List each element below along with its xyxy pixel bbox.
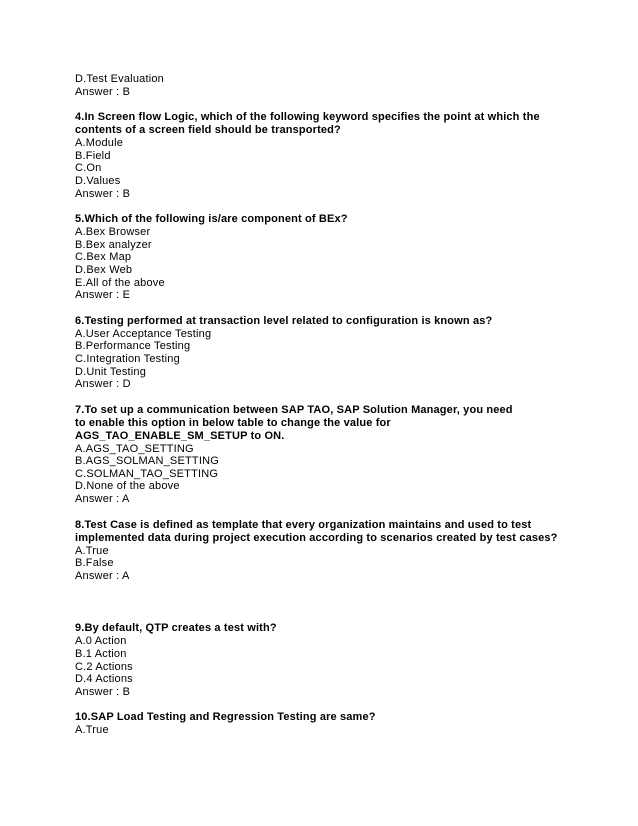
option-text: B.Bex analyzer [75,238,152,251]
option-text: A.0 Action [75,635,127,648]
question-text: 5.Which of the following is/are component of BEx? [75,213,348,226]
option-text: B.1 Action [75,648,127,661]
option-text: A.AGS_TAO_SETTING [75,442,194,455]
question-9 [75,622,575,698]
answer-text: Answer : E [75,289,131,302]
option-text: A.True [75,544,109,557]
option-text: D.4 Actions [75,673,133,686]
answer-text: Answer : B [75,685,131,698]
question-text: 7.To set up a communication between SAP TAO, SAP Solution Manager, you need to enable this option in below table to change the value for AGS_TAO_ENABLE_SM_SETUP to ON. [75,403,516,442]
question-7 [75,404,575,506]
question-6 [75,315,575,391]
question-text: 6.Testing performed at transaction level related to configuration is known as? [75,314,493,327]
question-10 [75,711,575,737]
question-5 [75,213,575,302]
option-text: C.Integration Testing [75,352,180,365]
option-text: C.2 Actions [75,660,133,673]
option-text: C.Bex Map [75,251,132,264]
answer-text: Answer : B [75,85,131,98]
answer-text: Answer : A [75,493,130,506]
option-text: D.Test Evaluation [75,73,164,85]
option-text: A.Bex Browser [75,226,151,239]
option-text: B.False [75,557,114,570]
option-text: C.SOLMAN_TAO_SETTING [75,467,219,480]
answer-text: Answer : B [75,187,131,200]
option-text: D.Values [75,174,121,187]
answer-text: Answer : D [75,378,131,391]
option-text: A.Module [75,137,124,150]
option-text: B.AGS_SOLMAN_SETTING [75,455,219,468]
option-text: E.All of the above [75,276,165,289]
option-text: D.Unit Testing [75,365,147,378]
question-text: 4.In Screen flow Logic, which of the following keyword specifies the point at which the contents of a screen field should be transported? [75,111,543,137]
question-4 [75,111,575,200]
option-text: B.Field [75,149,111,162]
answer-text: Answer : A [75,569,130,582]
option-text: D.None of the above [75,480,180,493]
option-text: A.User Acceptance Testing [75,327,212,340]
question-text: 8.Test Case is defined as template that every organization maintains and used to test implemented data during project execution according to scenarios created by test cases? [75,518,558,544]
option-text: C.On [75,162,102,175]
question-8 [75,519,575,583]
question-text: 9.By default, QTP creates a test with? [75,622,277,635]
option-text: D.Bex Web [75,263,133,276]
document-page [75,73,575,737]
option-text: B.Performance Testing [75,340,191,353]
question-text: 10.SAP Load Testing and Regression Testing are same? [75,711,376,724]
option-text: A.True [75,724,109,737]
question-3-tail [75,73,575,98]
